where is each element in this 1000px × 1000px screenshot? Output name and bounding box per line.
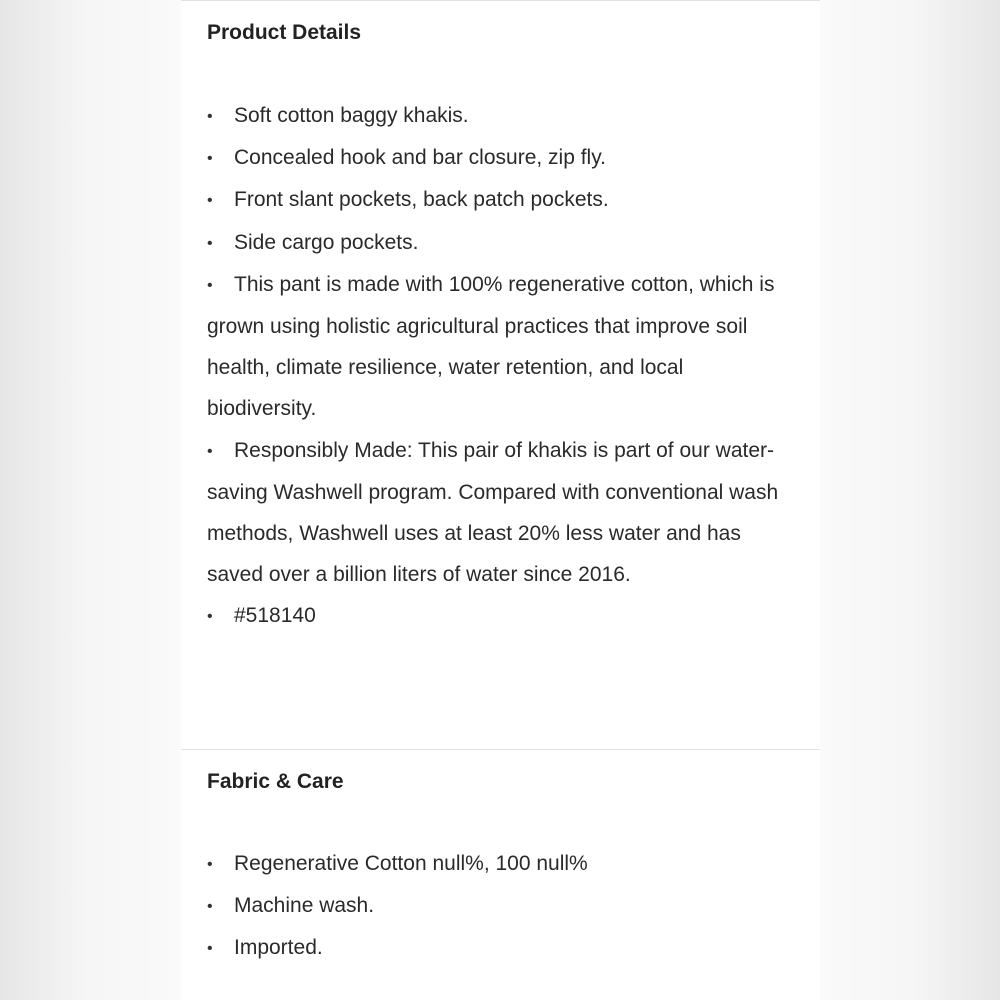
bullet-icon: •	[207, 898, 213, 916]
list-item-text: This pant is made with 100% regenerative cotton, which is grown using holistic agricultural practices that improve soil health, climate resilience, water retention, and local biodiversity.	[207, 272, 775, 421]
bullet-icon: •	[207, 608, 213, 626]
bullet-icon: •	[207, 234, 213, 252]
bullet-icon: •	[207, 276, 213, 294]
bullet-icon: •	[207, 442, 213, 460]
list-item-text: Imported.	[234, 936, 323, 960]
list-item	[207, 264, 797, 430]
fabric-care-list	[207, 843, 797, 970]
list-item	[207, 927, 797, 969]
list-item	[207, 179, 797, 221]
list-item-text: #518140	[234, 604, 316, 628]
product-info-panel	[181, 0, 820, 1000]
list-item-text: Soft cotton baggy khakis.	[234, 104, 469, 127]
list-item	[207, 430, 797, 596]
fabric-care-title: Fabric & Care	[207, 770, 344, 793]
list-item-text: Responsibly Made: This pair of khakis is part of our water-saving Washwell program. Compared with conventional wash methods, Washwell uses at least 20% less water and has saved over a billion liters of water since 2016.	[207, 438, 779, 587]
fabric-care-section	[181, 749, 820, 1000]
list-item	[207, 95, 797, 137]
list-item	[207, 222, 797, 264]
product-details-section	[181, 1, 820, 749]
bullet-icon: •	[207, 150, 213, 168]
list-item	[207, 885, 797, 927]
list-item	[207, 843, 797, 885]
bullet-icon: •	[207, 940, 213, 958]
product-details-list	[207, 95, 797, 638]
list-item-text: Side cargo pockets.	[234, 230, 419, 254]
list-item-text: Front slant pockets, back patch pockets.	[234, 188, 609, 212]
list-item-text: Regenerative Cotton null%, 100 null%	[234, 852, 588, 875]
bullet-icon: •	[207, 856, 213, 873]
bullet-icon: •	[207, 108, 213, 125]
list-item-text: Machine wash.	[234, 894, 375, 918]
bullet-icon: •	[207, 192, 213, 210]
product-details-title: Product Details	[207, 21, 362, 44]
list-item	[207, 595, 797, 637]
list-item-text: Concealed hook and bar closure, zip fly.	[234, 146, 606, 170]
list-item	[207, 137, 797, 179]
